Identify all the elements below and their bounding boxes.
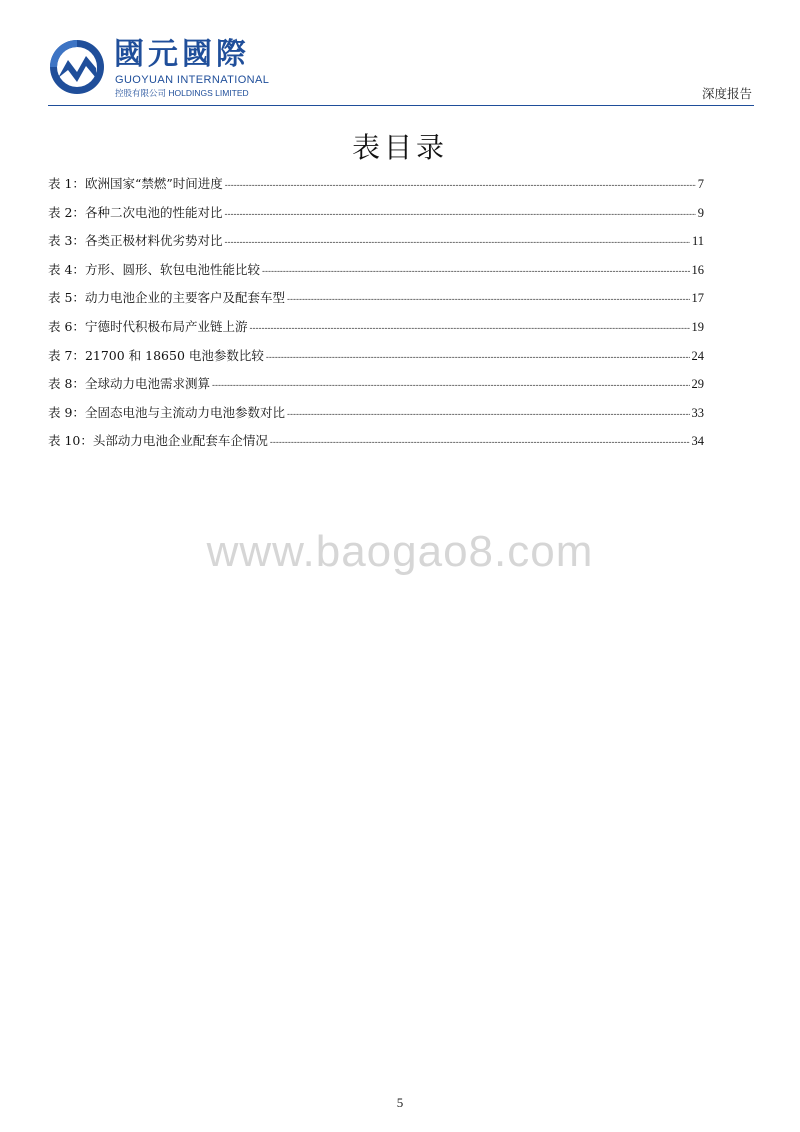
toc-entry-title: 全固态电池与主流动力电池参数对比 bbox=[84, 404, 285, 420]
guoyuan-logo-icon bbox=[48, 38, 106, 96]
toc-entry-number: 表 8： bbox=[48, 376, 85, 392]
logo-english-name: GUOYUAN INTERNATIONAL bbox=[115, 74, 270, 86]
toc-entry[interactable] bbox=[48, 431, 704, 460]
toc-dot-leader bbox=[287, 409, 690, 419]
logo-english-subname: 控股有限公司 HOLDINGS LIMITED bbox=[115, 88, 249, 98]
toc-entry-page: 19 bbox=[691, 319, 704, 334]
toc-entry-title: 宁德时代积极布局产业链上游 bbox=[84, 318, 248, 334]
table-of-tables bbox=[48, 174, 704, 460]
toc-entry[interactable] bbox=[48, 231, 704, 260]
toc-entry-title: 欧洲国家“禁燃”时间进度 bbox=[84, 176, 223, 191]
toc-entry-page: 11 bbox=[691, 234, 704, 249]
toc-entry-number: 表 7： bbox=[48, 347, 85, 363]
toc-entry-page: 24 bbox=[691, 348, 704, 363]
toc-entry-number: 表 3： bbox=[48, 233, 85, 249]
toc-dot-leader bbox=[249, 323, 689, 333]
toc-entry-title: 21700 和 18650 电池参数比较 bbox=[84, 347, 264, 363]
toc-entry-page: 9 bbox=[697, 205, 704, 220]
toc-dot-leader bbox=[270, 437, 690, 447]
toc-entry[interactable] bbox=[48, 346, 704, 375]
toc-entry-page: 34 bbox=[691, 434, 704, 449]
toc-entry-number: 表 4： bbox=[48, 261, 85, 277]
toc-dot-leader bbox=[212, 380, 690, 390]
toc-entry-title: 全球动力电池需求测算 bbox=[84, 376, 210, 392]
page-number: 5 bbox=[396, 1095, 404, 1110]
report-type-label: 深度报告 bbox=[701, 86, 752, 101]
toc-dot-leader bbox=[224, 237, 690, 247]
toc-entry-number: 表 2： bbox=[48, 204, 85, 220]
toc-dot-leader bbox=[262, 266, 690, 276]
toc-entry-title: 各种二次电池的性能对比 bbox=[84, 204, 223, 220]
toc-entry[interactable] bbox=[48, 374, 704, 403]
toc-entry-page: 29 bbox=[691, 377, 704, 392]
toc-dot-leader bbox=[287, 294, 690, 304]
toc-entry-page: 7 bbox=[697, 177, 704, 191]
toc-entry-title: 各类正极材料优劣势对比 bbox=[84, 233, 223, 249]
toc-entry-page: 33 bbox=[691, 405, 704, 420]
toc-entry-number: 表 9： bbox=[48, 404, 85, 420]
toc-entry-title: 动力电池企业的主要客户及配套车型 bbox=[84, 290, 285, 306]
header-divider bbox=[48, 105, 754, 106]
toc-entry[interactable] bbox=[48, 174, 704, 203]
toc-dot-leader bbox=[224, 209, 695, 219]
toc-entry-number: 表 1： bbox=[48, 176, 85, 191]
toc-entry[interactable] bbox=[48, 403, 704, 432]
toc-entry-page: 17 bbox=[691, 291, 704, 306]
toc-entry[interactable] bbox=[48, 260, 704, 289]
toc-entry-title: 头部动力电池企业配套车企情况 bbox=[92, 433, 268, 449]
page-title: 表目录 bbox=[351, 131, 448, 164]
toc-entry-page: 16 bbox=[691, 262, 704, 277]
toc-dot-leader bbox=[225, 180, 696, 190]
toc-entry[interactable] bbox=[48, 288, 704, 317]
logo-chinese-name: 國元國際 bbox=[114, 37, 250, 72]
toc-entry-number: 表 5： bbox=[48, 290, 85, 306]
toc-entry-number: 表 6： bbox=[48, 318, 85, 334]
toc-entry-title: 方形、圆形、软包电池性能比较 bbox=[84, 261, 260, 277]
toc-entry[interactable] bbox=[48, 317, 704, 346]
toc-entry-number: 表 10： bbox=[48, 433, 93, 449]
watermark: www.baogao8.com bbox=[206, 527, 594, 576]
toc-entry[interactable] bbox=[48, 203, 704, 232]
page-header bbox=[48, 36, 754, 106]
toc-dot-leader bbox=[266, 352, 690, 362]
